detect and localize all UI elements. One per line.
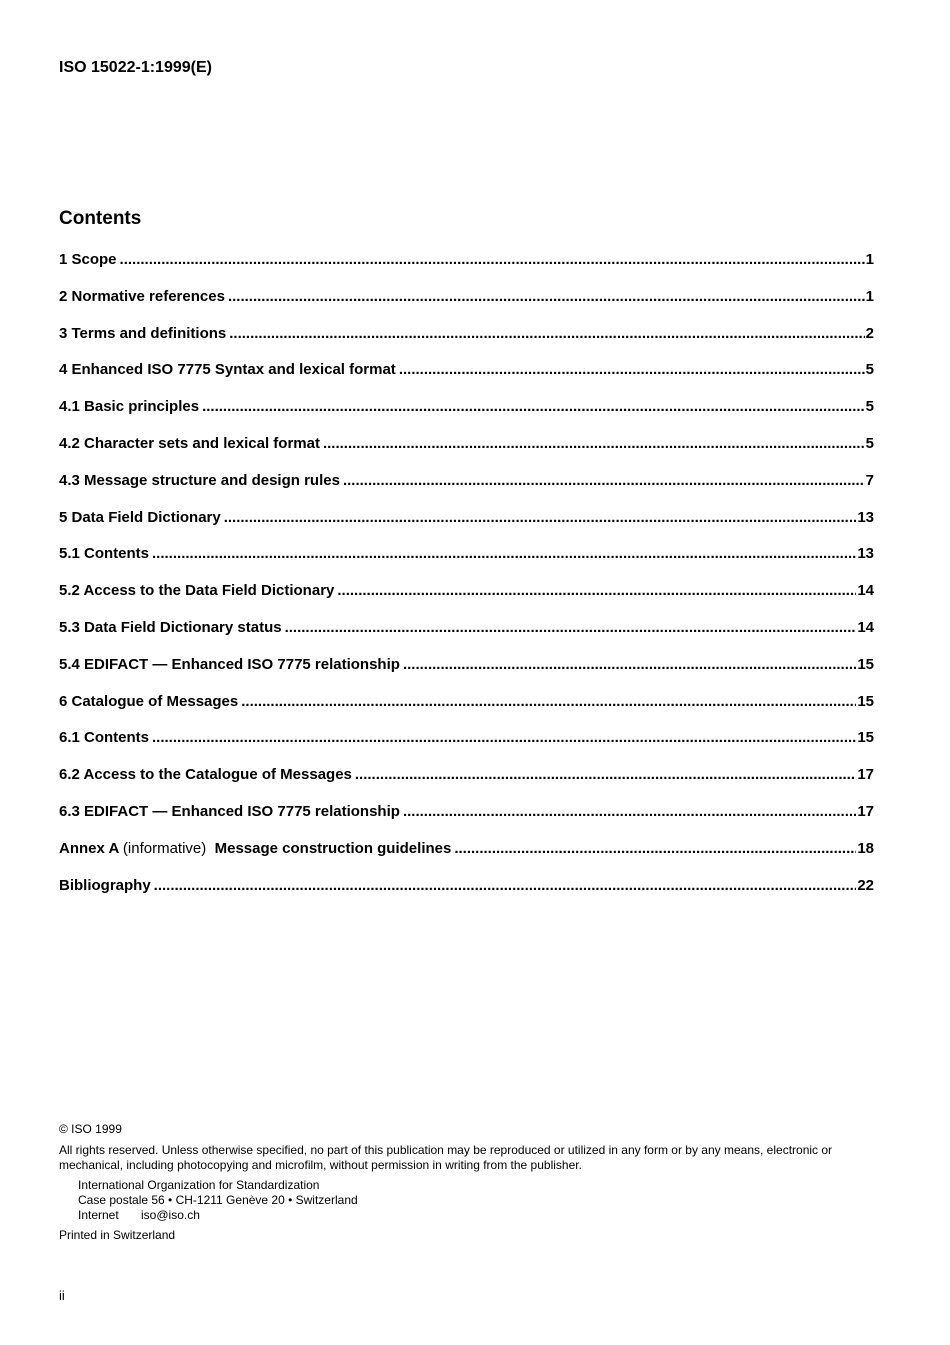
toc-page-number: 14 (857, 582, 874, 600)
toc-page-number: 5 (865, 398, 874, 416)
toc-entry-label: 4.2 Character sets and lexical format (59, 434, 320, 452)
toc-entry-data-field-dictionary[interactable] (59, 509, 874, 546)
toc-entry-enhanced-syntax[interactable] (59, 361, 874, 398)
toc-page-number: 13 (857, 508, 874, 526)
table-of-contents (59, 251, 874, 913)
toc-page-number: 13 (857, 545, 874, 563)
toc-entry-label: 5 Data Field Dictionary (59, 508, 221, 526)
rights-statement: All rights reserved. Unless otherwise specified, no part of this publication may be reproduced or utilized in any form or by any means, electronic or mechanical, including photocopying and microfilm, without permission in writing from the publisher. (59, 1143, 833, 1172)
toc-entry-label: 6 Catalogue of Messages (59, 692, 239, 710)
toc-dot-leader (403, 803, 856, 820)
toc-entry-label: 5.1 Contents (59, 545, 150, 563)
toc-annex-label: Annex A (59, 839, 119, 857)
toc-dot-leader (202, 398, 865, 415)
toc-dot-leader (224, 509, 857, 526)
toc-page-number: 18 (857, 839, 874, 857)
document-id: ISO 15022-1:1999(E) (59, 59, 212, 76)
toc-dot-leader (152, 729, 856, 746)
toc-dot-leader (403, 656, 856, 673)
toc-page-number: 1 (865, 287, 874, 305)
email-link[interactable]: iso@iso.ch (141, 1208, 200, 1222)
organization-name: International Organization for Standardization (78, 1178, 320, 1192)
toc-dot-leader (120, 251, 865, 268)
toc-entry-annex-a[interactable] (59, 840, 874, 877)
publisher-address (59, 1178, 875, 1223)
copyright-block (59, 1122, 875, 1243)
toc-page-number: 15 (857, 655, 874, 673)
toc-page-number: 17 (857, 802, 874, 820)
toc-entry-dictionary-status[interactable] (59, 619, 874, 656)
toc-entry-catalogue-access[interactable] (59, 766, 874, 803)
internet-contact (78, 1208, 875, 1223)
toc-entry-label: 3 Terms and definitions (59, 324, 227, 342)
toc-entry-label: Bibliography (59, 876, 151, 894)
toc-entry-character-sets[interactable] (59, 435, 874, 472)
toc-dot-leader (399, 361, 865, 378)
toc-page-number: 14 (857, 618, 874, 636)
toc-dot-leader (355, 766, 856, 783)
toc-page-number: 5 (865, 434, 874, 452)
internet-label: Internet (78, 1208, 119, 1222)
toc-entry-label: 4.3 Message structure and design rules (59, 471, 340, 489)
toc-annex-tag: (informative) (122, 839, 207, 857)
toc-entry-catalogue-edifact[interactable] (59, 803, 874, 840)
page-number: ii (59, 1288, 65, 1303)
toc-entry-basic-principles[interactable] (59, 398, 874, 435)
toc-dot-leader (323, 435, 865, 452)
toc-dot-leader (285, 619, 857, 636)
toc-entry-dictionary-edifact[interactable] (59, 656, 874, 693)
toc-entry-label: 5.4 EDIFACT — Enhanced ISO 7775 relationship (59, 655, 400, 673)
printed-in: Printed in Switzerland (59, 1228, 176, 1242)
toc-entry-normative-references[interactable] (59, 288, 874, 325)
toc-dot-leader (154, 877, 857, 894)
toc-page-number: 15 (857, 692, 874, 710)
toc-entry-dictionary-contents[interactable] (59, 545, 874, 582)
toc-entry-catalogue-contents[interactable] (59, 729, 874, 766)
postal-address: Case postale 56 • CH-1211 Genève 20 • Switzerland (78, 1193, 358, 1207)
toc-entry-label: 6.2 Access to the Catalogue of Messages (59, 766, 352, 784)
copyright-notice: © ISO 1999 (59, 1122, 122, 1136)
toc-entry-bibliography[interactable] (59, 877, 874, 914)
toc-page-number: 7 (865, 471, 874, 489)
contents-heading: Contents (59, 208, 142, 229)
toc-entry-label: 5.2 Access to the Data Field Dictionary (59, 582, 335, 600)
toc-entry-message-structure[interactable] (59, 472, 874, 509)
toc-dot-leader (343, 472, 865, 489)
toc-page-number: 2 (865, 324, 874, 342)
toc-dot-leader (337, 582, 856, 599)
toc-entry-label: 4.1 Basic principles (59, 398, 200, 416)
toc-entry-label: 5.3 Data Field Dictionary status (59, 618, 282, 636)
toc-page-number: 17 (857, 766, 874, 784)
toc-page-number: 1 (865, 251, 874, 268)
toc-page-number: 22 (857, 876, 874, 894)
toc-dot-leader (152, 545, 856, 562)
toc-entry-scope[interactable] (59, 251, 874, 288)
toc-entry-label: 1 Scope (59, 251, 117, 268)
toc-entry-dictionary-access[interactable] (59, 582, 874, 619)
toc-entry-label: 6.3 EDIFACT — Enhanced ISO 7775 relationship (59, 802, 400, 820)
toc-dot-leader (241, 693, 856, 710)
toc-annex-title: Message construction guidelines (214, 839, 452, 857)
toc-entry-label: 2 Normative references (59, 287, 225, 305)
toc-entry-label: 6.1 Contents (59, 729, 150, 747)
toc-entry-label: 4 Enhanced ISO 7775 Syntax and lexical format (59, 361, 396, 379)
toc-entry-label (59, 840, 454, 857)
toc-entry-catalogue-of-messages[interactable] (59, 693, 874, 730)
toc-dot-leader (228, 288, 865, 305)
toc-dot-leader (229, 325, 864, 342)
toc-page-number: 15 (857, 729, 874, 747)
toc-entry-terms-definitions[interactable] (59, 325, 874, 362)
toc-dot-leader (454, 840, 856, 857)
toc-page-number: 5 (865, 361, 874, 379)
